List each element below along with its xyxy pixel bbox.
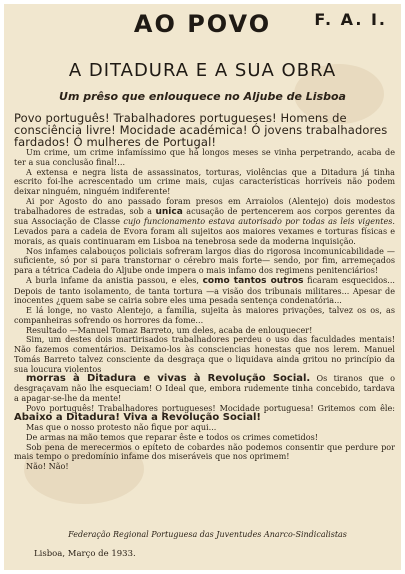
leaflet-page (4, 4, 401, 570)
paragraph: Mas que o nosso protesto não fique por aqui... (26, 422, 217, 432)
leaflet-body (14, 112, 395, 472)
paragraph: Povo português! Trabalhadores portugueses! Mocidade portuguesa! Gritemos com êle: Abaixo a Ditadura! Viva a Revolução Social! (14, 402, 395, 424)
main-headline: A DITADURA E A SUA OBRA (68, 60, 337, 81)
paragraph: Sob pena de merecermos o epíteto de cobardes não podemos consentir que perdure por mais tempo o predomínio infame dos miseráveis que nos oprimem! (14, 441, 395, 462)
signature-organization: Federação Regional Portuguesa das Juventudes Anarco-Sindicalistas (68, 530, 347, 539)
paragraph: A burla infame da anistia passou, e eles, como tantos outros ficaram esquecidos... Depois de tanto isolamento, de tanta tortura —a visão dos tribunais militares... Apesar de inocentes ¿quem sabe se cairia sobre eles uma pesada sentença condenatória... (14, 274, 395, 306)
paragraph: Resultado —Manuel Tomaz Barreto, um deles, acaba de enlouquecer! (26, 324, 313, 335)
paragraph: E lá longe, no vasto Alentejo, a família, sujeita às maiores privações, talvez os os, as companheiras sofrendo os horrores da fome... (14, 305, 395, 325)
paragraph: A extensa e negra lista de assassinatos, torturas, violências que a Ditadura já tinha escrito foi-lhe acrescentado um crime mais, cujas características horríveis não podem deixar ninguém, ninguém indiferente! (14, 166, 395, 196)
paragraph: Nos infames calabouços policiais sofreram largos dias do rigorosa incomunicabilidade —suficiente, só por si para transtornar o cérebro mais forte— sendo, por fim, arremeçados para a tétrica Cadeia do Aljube onde impera o mais infamo dos regimens penitenciários! (14, 245, 395, 275)
leaflet-title: AO POVO (133, 10, 272, 38)
paragraph: morras à Ditadura e vivas à Revolução Social. Os tiranos que o desgraçavam não lhe esqueciam! O Ideal que, embora rudemente tinha concebido, tardava a apagar-se-lhe da mente! (14, 373, 395, 403)
organization-mark: F. A. I. (314, 10, 387, 29)
paragraph: Não! Não! (26, 461, 69, 471)
paragraph: Ai por Agosto do ano passado foram presos em Arraiolos (Alentejo) dois modestos trabalhadores de estradas, sob a unica acusação de pertencerem aos corpos gerentes da sua Associação de Classe cujo funcionamento estava autorisado por todas as leis vigentes. Levados para a cadeia de Evora foram ali sujeitos aos maiores vexames e torturas físicas e morais, as quais continuaram em Lisboa na tenebrosa sede da moderna inquisição. (14, 195, 395, 246)
paragraph: Sim, um destes dois martirisados trabalhadores perdeu o uso das faculdades mentais! Não fazemos comentários. Deixamo-los às consciencias honestas que nos lerem. Manuel Tomás Barreto talvez consciente da desgraça que o liquidava ainda gritou no princípio da sua loucura violentos (14, 334, 395, 374)
opening-slogan: Povo português! Trabalhadores portugueses! Homens de consciência livre! Mocidade académica! Ó jovens trabalhadores fardados! Ó mulheres de Portugal! (14, 111, 388, 149)
sub-headline: Um prêso que enlouquece no Aljube de Lisboa (59, 90, 346, 103)
place-date: Lisboa, Março de 1933. (34, 549, 136, 559)
paragraph: Um crime, um crime infamíssimo que há longos meses se vinha perpetrando, acaba de ter a sua conclusão final!... (14, 147, 395, 167)
paragraph: De armas na mão temos que reparar êste e todos os crimes cometidos! (26, 431, 318, 442)
